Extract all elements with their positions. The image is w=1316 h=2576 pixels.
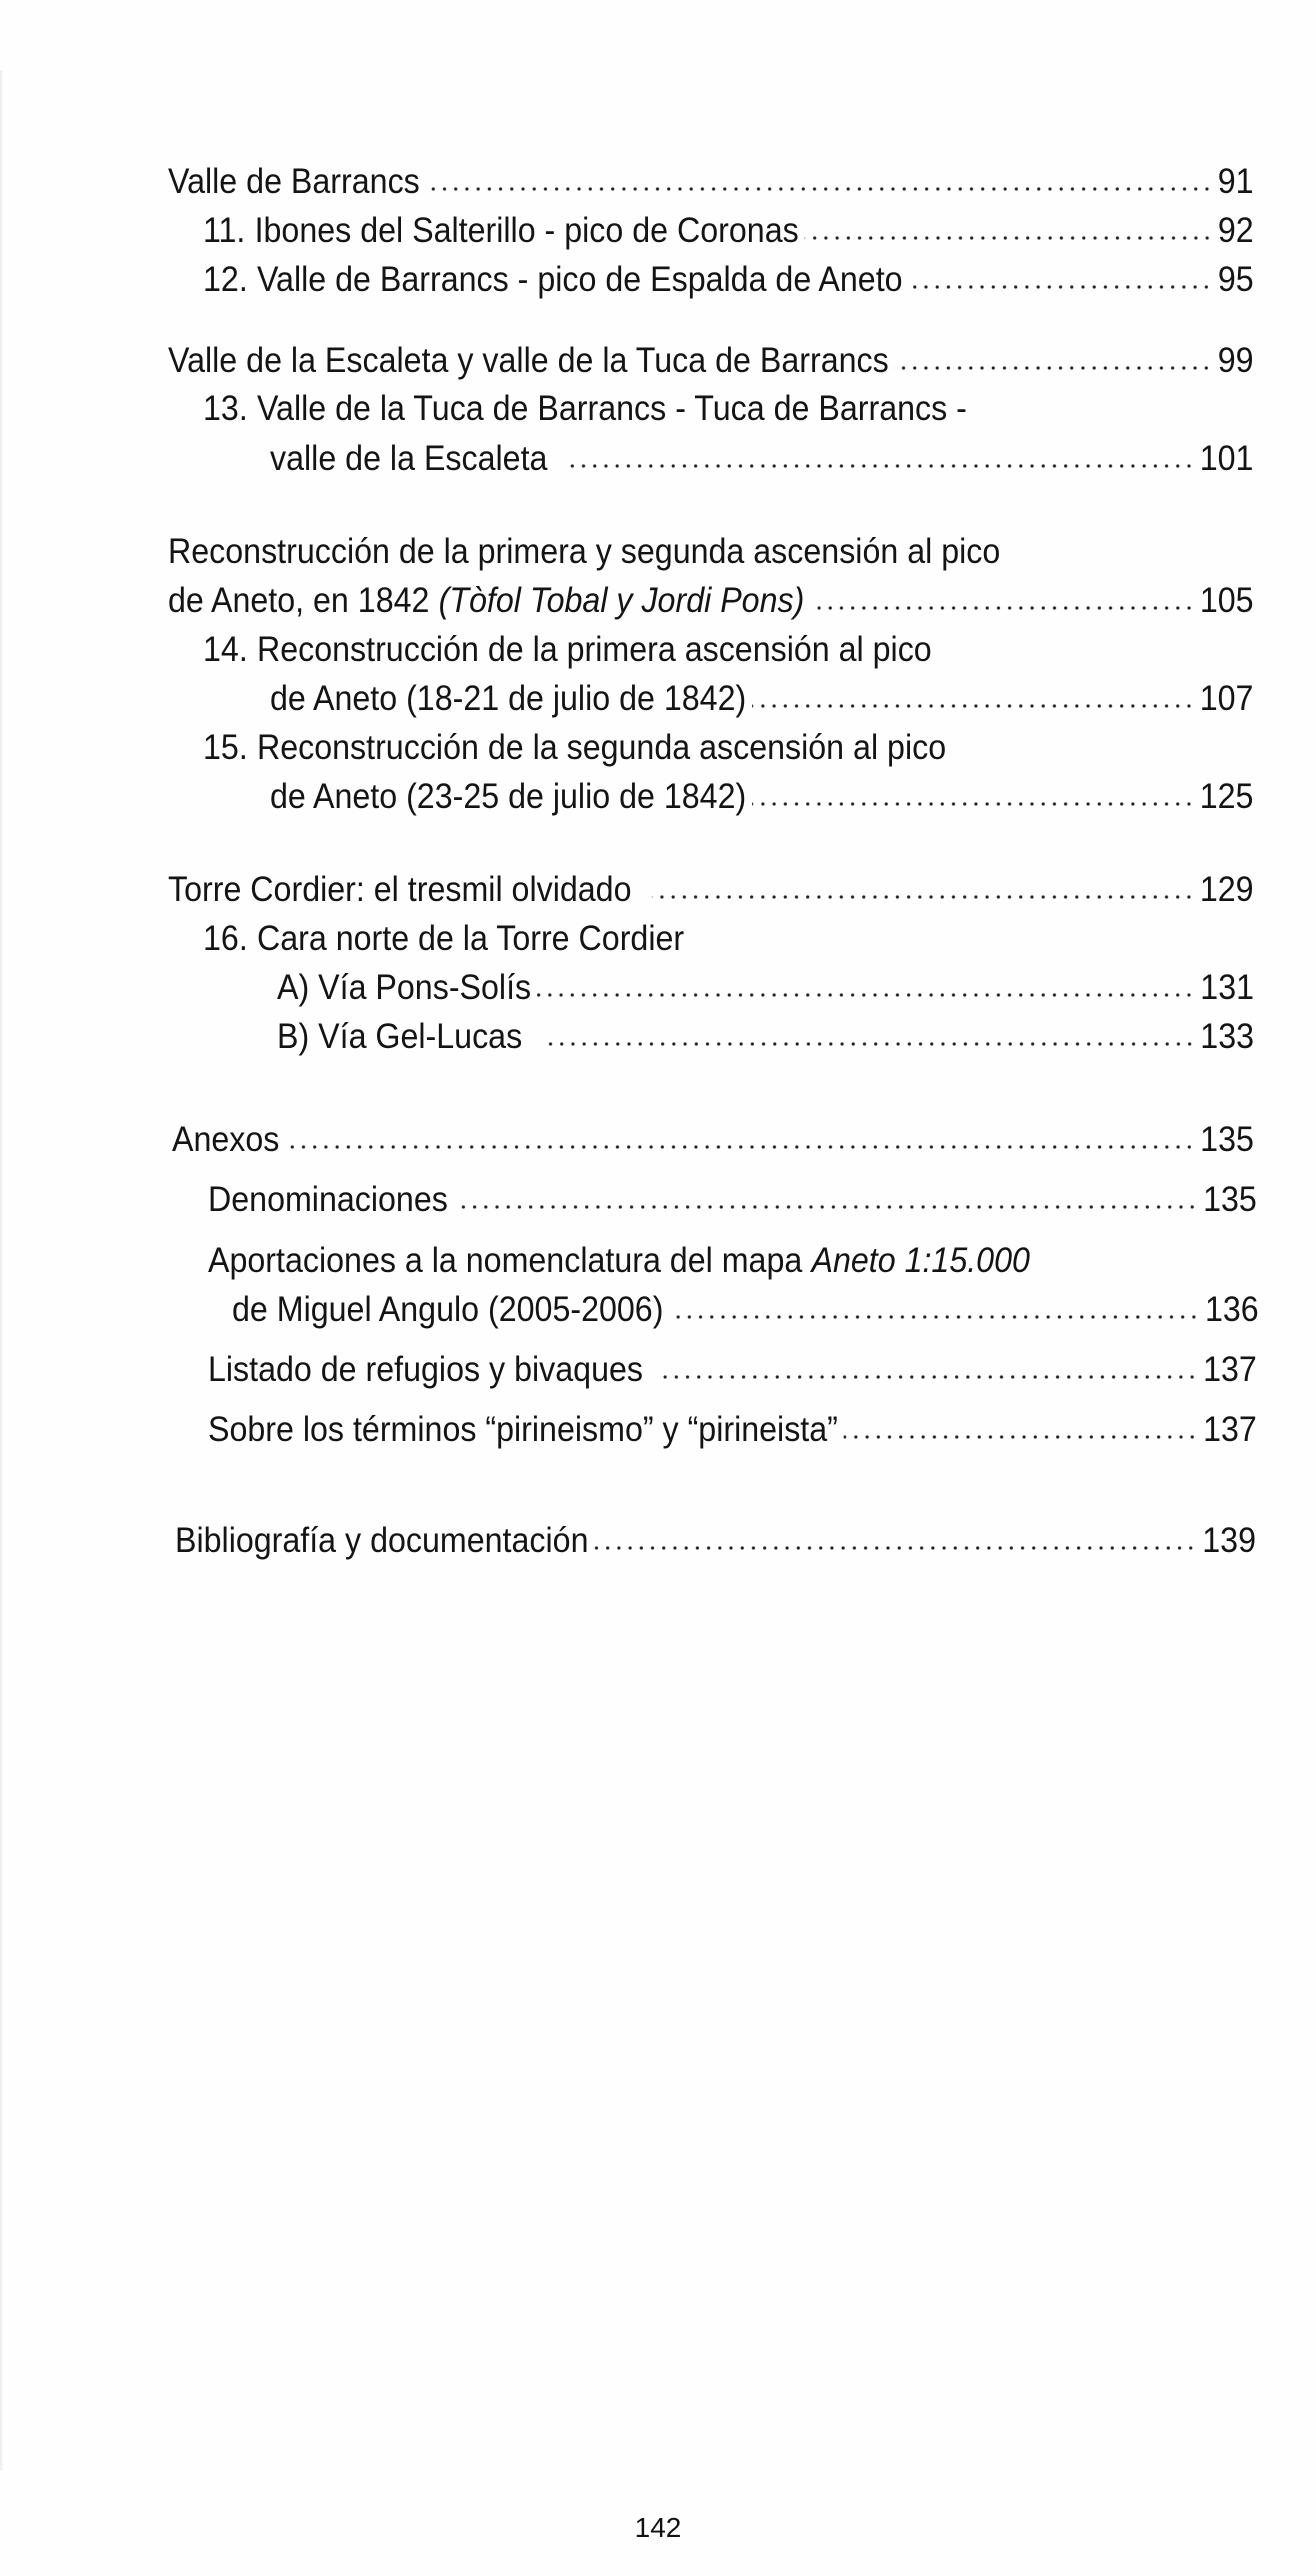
toc-entry-authors: (Tòfol Tobal y Jordi Pons)	[438, 581, 805, 620]
toc-entry-line1	[203, 387, 1254, 431]
toc-entry-line2	[232, 1288, 1259, 1332]
dot-leader	[817, 606, 1194, 610]
toc-subentry-title: B) Vía Gel-Lucas	[277, 1017, 523, 1056]
dot-leader	[461, 1205, 1198, 1209]
toc-entry-page: 135	[1203, 1180, 1257, 1219]
toc-entry-title: Bibliografía y documentación	[175, 1521, 589, 1560]
toc-entry-page: 137	[1203, 1410, 1257, 1449]
toc-entry	[175, 1519, 1256, 1563]
toc-entry-line1	[203, 628, 1254, 672]
toc-entry-title: Listado de refugios y bivaques	[208, 1350, 643, 1389]
toc-entry-number: 16.	[203, 919, 248, 958]
toc-entry-line2	[270, 437, 1253, 481]
toc-entry-line1	[168, 530, 1254, 574]
toc-entry-line2	[270, 775, 1253, 819]
toc-entry	[203, 258, 1254, 302]
toc-entry-number: 12.	[203, 260, 248, 299]
toc-subentry-title: A) Vía Pons-Solís	[277, 968, 532, 1007]
toc-entry-number: 11.	[203, 211, 246, 250]
dot-leader	[652, 895, 1195, 899]
dot-leader	[752, 802, 1194, 806]
toc-entry-title-continued: de Miguel Angulo (2005-2006)	[232, 1290, 664, 1329]
dot-leader	[894, 366, 1212, 370]
toc-entry-page: 137	[1203, 1350, 1257, 1389]
toc-entry-page: 105	[1199, 581, 1254, 620]
toc-entry-title: Valle de Barrancs	[168, 162, 420, 201]
toc-entry-page: 99	[1217, 341, 1254, 380]
toc-entry-title: Sobre los términos “pirineismo” y “pirineista”	[208, 1410, 838, 1449]
toc-entry-title: Ibones del Salterillo - pico de Coronas	[254, 211, 799, 250]
dot-leader	[564, 464, 1194, 468]
toc-entry-map-title: Aneto 1:15.000	[811, 1241, 1030, 1280]
toc-entry-title-continued: de Aneto, en 1842	[168, 581, 430, 620]
toc-entry-line1	[203, 726, 1254, 770]
toc-entry-page: 92	[1217, 211, 1254, 250]
toc-entry-page: 101	[1199, 439, 1254, 478]
toc-entry-title-continued: de Aneto (23-25 de julio de 1842)	[270, 777, 747, 816]
toc-entry-page: 129	[1199, 870, 1254, 909]
dot-leader	[425, 187, 1212, 191]
toc-entry	[203, 917, 1254, 961]
toc-entry-title: Reconstrucción de la primera ascensión al pico	[256, 630, 932, 669]
toc-entry-page: 135	[1200, 1120, 1254, 1159]
toc-entry-page: 136	[1204, 1290, 1259, 1329]
toc-entry	[168, 868, 1254, 912]
toc-entry-page: 95	[1217, 260, 1254, 299]
toc-entry	[203, 209, 1254, 253]
toc-entry-title: Anexos	[172, 1120, 280, 1159]
toc-entry-title: Torre Cordier: el tresmil olvidado	[168, 870, 632, 909]
dot-leader	[843, 1435, 1197, 1439]
toc-entry-line2	[270, 677, 1253, 721]
dot-leader	[804, 236, 1212, 240]
dot-leader	[752, 704, 1194, 708]
toc-entry	[172, 1118, 1254, 1162]
toc-entry-title: Valle de Barrancs - pico de Espalda de Aneto	[256, 260, 903, 299]
toc-entry-title: Valle de la Tuca de Barrancs - Tuca de Barrancs -	[256, 389, 967, 428]
dot-leader	[594, 1546, 1197, 1550]
toc-entry-number: 13.	[203, 389, 248, 428]
toc-entry-line2	[168, 579, 1254, 623]
toc-entry-line1	[208, 1239, 1257, 1283]
toc-subentry-page: 131	[1200, 968, 1255, 1007]
toc-entry-page: 91	[1217, 162, 1254, 201]
toc-entry	[168, 339, 1254, 383]
toc-entry-title: Valle de la Escaleta y valle de la Tuca de Barrancs	[168, 341, 889, 380]
toc-entry-title: Reconstrucción de la segunda ascensión al pico	[256, 728, 947, 767]
toc-entry-title-continued: valle de la Escaleta	[270, 439, 548, 478]
dot-leader	[537, 993, 1195, 997]
toc-entry-number: 15.	[203, 728, 248, 767]
toc-entry-title: Aportaciones a la nomenclatura del mapa	[208, 1241, 803, 1280]
toc-entry-page: 139	[1202, 1521, 1256, 1560]
page-number: 142	[634, 2512, 682, 2543]
toc-entry-title: Reconstrucción de la primera y segunda ascensión al pico	[168, 532, 1001, 571]
toc-entry-page: 125	[1199, 777, 1254, 816]
toc-entry-title: Cara norte de la Torre Cordier	[256, 919, 685, 958]
dot-leader	[669, 1315, 1200, 1319]
toc-entry-title: Denominaciones	[208, 1180, 448, 1219]
toc-subentry	[277, 1015, 1254, 1059]
toc-subentry-page: 133	[1200, 1017, 1255, 1056]
dot-leader	[656, 1375, 1198, 1379]
toc-entry-title-continued: de Aneto (18-21 de julio de 1842)	[270, 679, 747, 718]
dot-leader	[285, 1145, 1195, 1149]
toc-entry	[208, 1408, 1257, 1452]
toc-entry	[208, 1348, 1257, 1392]
page-edge-shadow	[0, 70, 4, 2470]
toc-entry	[168, 160, 1254, 204]
dot-leader	[908, 285, 1212, 289]
toc-entry-number: 14.	[203, 630, 248, 669]
toc-entry-page: 107	[1199, 679, 1254, 718]
toc-subentry	[277, 966, 1254, 1010]
toc-entry	[208, 1178, 1257, 1222]
dot-leader	[542, 1042, 1194, 1046]
